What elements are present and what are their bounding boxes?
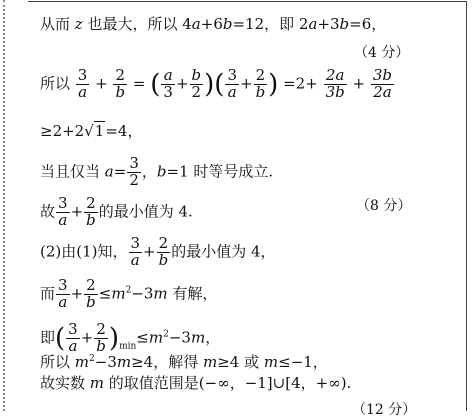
right-border xyxy=(466,1,467,411)
line-4 xyxy=(40,156,273,189)
line-6 xyxy=(40,236,276,269)
line-7 xyxy=(40,278,217,311)
text: ， xyxy=(141,162,157,181)
text: 也最大，所以 4 xyxy=(87,15,192,33)
line-3 xyxy=(40,124,142,139)
leq: ≤ xyxy=(98,284,112,303)
sqrt-sign: √ xyxy=(84,122,94,140)
line-5 xyxy=(40,196,193,229)
text: ≥2+2 xyxy=(40,122,85,140)
text: ≤−1， xyxy=(278,353,328,371)
text: ≥4 或 xyxy=(217,353,264,371)
text: =1 时等号成立. xyxy=(166,162,274,181)
fraction-3b-over-2a: $\frac{3b}{2a}$ xyxy=(372,66,393,101)
line-1 xyxy=(40,17,386,32)
text: 从而 xyxy=(40,15,71,33)
fraction-3-over-a: $\frac{3}{a}$ xyxy=(58,194,68,229)
plus: + xyxy=(352,74,366,93)
text: 的最小值为 4. xyxy=(98,202,193,221)
paren-right: ) xyxy=(108,323,120,354)
text: 所以 xyxy=(40,74,71,93)
var-m: m xyxy=(74,353,90,371)
text: 故 xyxy=(40,202,56,221)
paren-left: ( xyxy=(214,69,225,100)
fraction-3-over-a: $\frac{3}{a}$ xyxy=(68,320,78,355)
fraction-2-over-b: $\frac{2}{b}$ xyxy=(86,194,96,229)
fraction-2-over-b: $\frac{2}{b}$ xyxy=(115,66,126,101)
var-m: m xyxy=(190,328,206,347)
text: 的最小值为 4， xyxy=(171,242,276,261)
var-m: m xyxy=(203,353,218,371)
text: 故实数 xyxy=(40,374,90,392)
fraction-b-over-2: $\frac{b}{2}$ xyxy=(191,66,202,101)
var-b: b xyxy=(156,162,167,181)
fraction-3-over-a: $\frac{3}{a}$ xyxy=(58,276,68,311)
exponent: 2 xyxy=(89,354,95,364)
line-9 xyxy=(40,355,328,370)
paren-left: ( xyxy=(150,69,161,100)
line-8 xyxy=(40,322,220,355)
text: ≥4，解得 xyxy=(131,353,203,371)
fraction-2-over-b: $\frac{2}{b}$ xyxy=(86,276,96,311)
plus: + xyxy=(70,202,84,221)
plus: + xyxy=(143,242,156,261)
equals: = xyxy=(132,74,146,93)
score-8: （8 分） xyxy=(356,198,412,214)
text: +3 xyxy=(317,15,340,33)
text: 即 xyxy=(40,328,56,347)
fraction-3-over-a: $\frac{3}{a}$ xyxy=(77,66,88,101)
fraction-3-over-2: $\frac{3}{2}$ xyxy=(129,154,139,189)
text: =12，即 2 xyxy=(232,15,309,33)
exponent: 2 xyxy=(125,285,132,296)
plus: + xyxy=(80,328,94,347)
plus: + xyxy=(95,74,108,93)
fraction-3-over-a: $\frac{3}{a}$ xyxy=(227,66,237,101)
text: =2+ xyxy=(283,74,318,93)
var-m: m xyxy=(263,353,279,371)
text: −3 xyxy=(94,353,117,371)
var-m: m xyxy=(116,353,132,371)
plus: + xyxy=(239,74,253,93)
text: 而 xyxy=(40,284,56,303)
plus: + xyxy=(70,284,84,303)
var-b: b xyxy=(339,15,350,33)
text: 当且仅当 xyxy=(40,162,101,181)
text: 所以 xyxy=(40,353,75,371)
paren-right: ) xyxy=(204,69,215,100)
subscript-min: min xyxy=(119,341,137,352)
text: −3 xyxy=(168,328,191,347)
var-a: a xyxy=(104,162,114,181)
top-border xyxy=(28,1,466,2)
var-m: m xyxy=(148,328,164,347)
fraction-2-over-b: $\frac{2}{b}$ xyxy=(255,66,266,101)
line-2 xyxy=(40,68,395,101)
text: 有解， xyxy=(167,284,218,303)
text: −3 xyxy=(131,284,154,303)
text: +6 xyxy=(200,15,223,33)
var-z: z xyxy=(74,15,83,33)
var-a: a xyxy=(191,15,201,33)
score-4: （4 分） xyxy=(354,45,410,61)
var-a: a xyxy=(308,15,318,33)
text: 的取值范围是(−∞，−1]∪[4，+∞). xyxy=(104,374,352,392)
fraction-3-over-a: $\frac{3}{a}$ xyxy=(130,234,141,269)
score-12: （12 分） xyxy=(352,402,417,418)
paren-left: ( xyxy=(55,323,66,354)
exponent: 2 xyxy=(163,329,169,340)
var-b: b xyxy=(222,15,233,33)
paren-right: ) xyxy=(268,69,279,100)
text: ， xyxy=(205,328,221,347)
fraction-2-over-b: $\frac{2}{b}$ xyxy=(158,234,169,269)
text: (2)由(1)知， xyxy=(40,242,128,261)
fraction-2-over-b: $\frac{2}{b}$ xyxy=(96,320,106,355)
leq: ≤ xyxy=(136,328,149,347)
var-m: m xyxy=(111,284,126,303)
fraction-a-over-3: $\frac{a}{3}$ xyxy=(163,66,173,101)
var-m: m xyxy=(153,284,168,303)
binding-dotted-line xyxy=(3,0,5,411)
line-10 xyxy=(40,376,351,391)
var-m: m xyxy=(89,374,105,392)
text: =6， xyxy=(349,15,387,33)
text: =4， xyxy=(105,122,143,140)
sqrt-radicand: 1 xyxy=(94,122,105,140)
equals: = xyxy=(113,162,127,181)
fraction-2a-over-3b: $\frac{2a}{3b}$ xyxy=(325,66,345,101)
plus: + xyxy=(175,74,189,93)
